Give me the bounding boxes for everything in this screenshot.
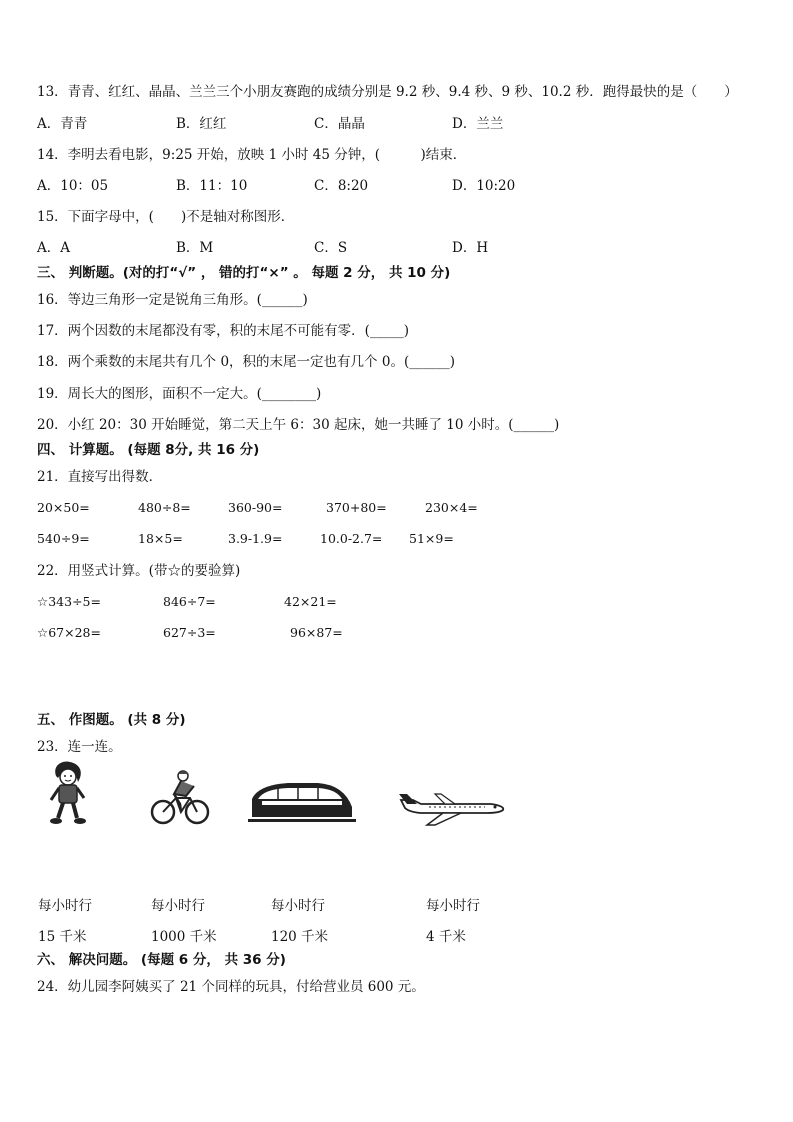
question-18-text: 18．两个乘数的末尾共有几个 0，积的末尾一定也有几个 0。(______) xyxy=(37,354,455,370)
speed-label: 每小时行 xyxy=(271,898,325,914)
q13-option-d: D．兰兰 xyxy=(452,116,504,132)
q22-item: ☆343÷5= xyxy=(37,594,101,609)
q22-item: 627÷3= xyxy=(163,625,216,640)
question-22-text: 22．用竖式计算。(带☆的要验算) xyxy=(37,563,241,579)
speed-label: 每小时行 xyxy=(426,898,480,914)
q21-item: 18×5= xyxy=(138,531,183,546)
q22-item: 846÷7= xyxy=(163,594,216,609)
q21-item: 20×50= xyxy=(37,500,90,515)
train-icon xyxy=(248,777,356,825)
q15-option-a: A．A xyxy=(37,240,70,256)
question-15-text: 15．下面字母中，( )不是轴对称图形． xyxy=(37,209,295,225)
speed-value: 4 千米 xyxy=(426,929,466,945)
section-3-heading: 三、 判断题。(对的打“√” ， 错的打“×” 。 每题 2 分， 共 10 分) xyxy=(37,265,451,281)
cyclist-icon xyxy=(150,768,210,826)
q21-item: 3.9-1.9= xyxy=(228,531,283,546)
question-14-text: 14．李明去看电影，9:25 开始，放映 1 小时 45 分钟，( )结束． xyxy=(37,147,467,163)
q15-option-c: C．S xyxy=(314,240,348,256)
question-13-text: 13．青青、红红、晶晶、兰兰三个小朋友赛跑的成绩分别是 9.2 秒、9.4 秒、9 秒、10.2 秒．跑得最快的是（ ） xyxy=(37,84,738,100)
speed-value: 15 千米 xyxy=(38,929,87,945)
q15-option-d: D．H xyxy=(452,240,489,256)
q14-option-d: D．10:20 xyxy=(452,178,516,194)
airplane-icon xyxy=(395,786,507,826)
q21-item: 480÷8= xyxy=(138,500,191,515)
q22-item: 42×21= xyxy=(284,594,337,609)
q21-item: 370+80= xyxy=(326,500,387,515)
section-6-heading: 六、 解决问题。 (每题 6 分， 共 36 分) xyxy=(37,952,286,968)
question-19-text: 19．周长大的图形，面积不一定大。(________) xyxy=(37,386,322,402)
question-17-text: 17．两个因数的末尾都没有零，积的末尾不可能有零．(_____) xyxy=(37,323,409,339)
q14-option-a: A．10：05 xyxy=(37,178,109,194)
question-21-text: 21．直接写出得数． xyxy=(37,469,163,485)
section-5-heading: 五、 作图题。 (共 8 分) xyxy=(37,712,186,728)
speed-value: 1000 千米 xyxy=(151,929,217,945)
q13-option-b: B．红红 xyxy=(176,116,227,132)
question-20-text: 20．小红 20：30 开始睡觉，第二天上午 6：30 起床，她一共睡了 10 小时。(______) xyxy=(37,417,560,433)
q21-item: 10.0-2.7= xyxy=(320,531,383,546)
q22-item: ☆67×28= xyxy=(37,625,101,640)
q22-item: 96×87= xyxy=(290,625,343,640)
section-4-heading: 四、 计算题。 (每题 8分, 共 16 分) xyxy=(37,442,260,458)
q21-item: 540÷9= xyxy=(37,531,90,546)
q13-option-a: A．青青 xyxy=(37,116,88,132)
q13-option-c: C．晶晶 xyxy=(314,116,365,132)
q15-option-b: B．M xyxy=(176,240,214,256)
question-23-text: 23．连一连。 xyxy=(37,739,122,755)
speed-value: 120 千米 xyxy=(271,929,329,945)
child-walking-icon xyxy=(44,760,92,826)
q14-option-c: C．8:20 xyxy=(314,178,369,194)
speed-label: 每小时行 xyxy=(151,898,205,914)
question-24-text: 24．幼儿园李阿姨买了 21 个同样的玩具，付给营业员 600 元。 xyxy=(37,979,425,995)
q21-item: 51×9= xyxy=(409,531,454,546)
speed-label: 每小时行 xyxy=(38,898,92,914)
q21-item: 230×4= xyxy=(425,500,478,515)
question-16-text: 16．等边三角形一定是锐角三角形。(______) xyxy=(37,292,308,308)
q21-item: 360-90= xyxy=(228,500,283,515)
q14-option-b: B．11：10 xyxy=(176,178,248,194)
